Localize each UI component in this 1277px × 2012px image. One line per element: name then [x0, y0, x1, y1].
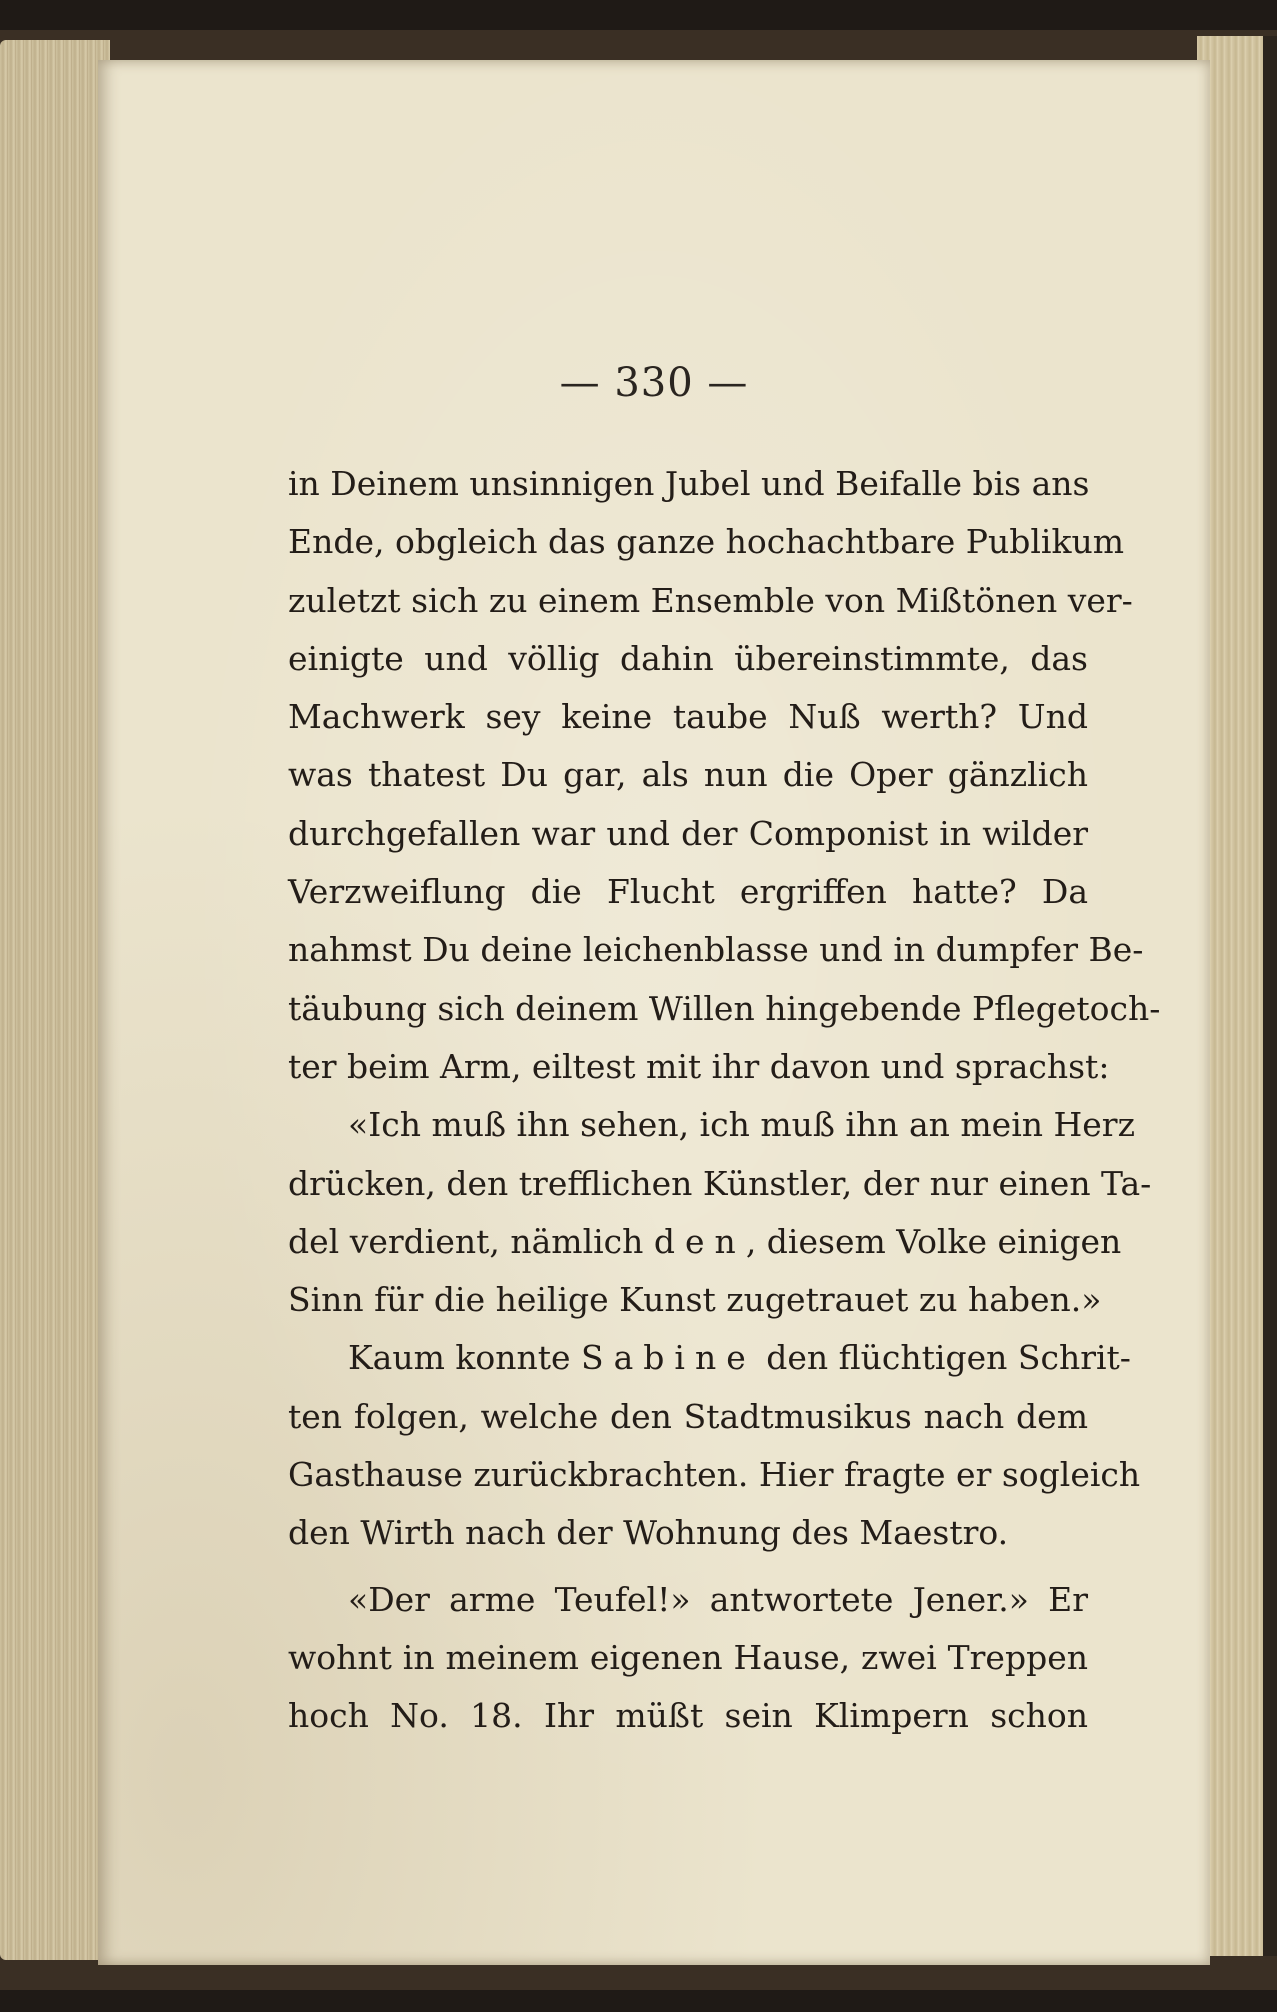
text-segment: den flüchtigen Schrit- — [755, 1338, 1131, 1378]
text-line: durchgefallen war und der Componist in wilder — [288, 813, 1088, 853]
text-line: Gasthause zurückbrachten. Hier fragte er sogleich — [288, 1455, 1141, 1495]
text-line: den Wirth nach der Wohnung des Maestro. — [288, 1513, 1009, 1553]
text-line: nahmst Du deine leichenblasse und in dumpfer Be- — [288, 930, 1144, 970]
text-line — [288, 1329, 1131, 1387]
text-block — [288, 455, 1161, 1746]
text-line: täubung sich deinem Willen hingebende Pflegetoch- — [288, 988, 1161, 1028]
text-line: ter beim Arm, eiltest mit ihr davon und sprachst: — [288, 1046, 1110, 1086]
text-line — [288, 1213, 1122, 1271]
text-line: Ende, obgleich das ganze hochachtbare Publikum — [288, 522, 1124, 562]
book-cover-edge — [1263, 36, 1277, 1956]
text-line: einigte und völlig dahin übereinstimmte, das — [288, 638, 1088, 678]
text-line: was thatest Du gar, als nun die Oper gänzlich — [288, 755, 1088, 795]
text-segment: del verdient, nämlich — [288, 1221, 654, 1261]
text-line: drücken, den trefflichen Künstler, der nur einen Ta- — [288, 1163, 1152, 1203]
text-line: «Ich muß ihn sehen, ich muß ihn an mein Herz — [348, 1105, 1135, 1145]
text-line: «Der arme Teufel!» antwortete Jener.» Er — [348, 1579, 1088, 1619]
text-line: zuletzt sich zu einem Ensemble von Mißtönen ver- — [288, 580, 1133, 620]
spaced-emphasis: den — [653, 1221, 746, 1261]
page-number: — 330 — — [559, 360, 749, 406]
page-edges-left — [0, 40, 110, 1960]
text-segment: Kaum konnte — [348, 1338, 582, 1378]
text-line: hoch No. 18. Ihr müßt sein Klimpern schon — [288, 1696, 1088, 1736]
paragraph-gap — [288, 1563, 1088, 1571]
text-line: in Deinem unsinnigen Jubel und Beifalle bis ans — [288, 464, 1090, 503]
text-line: Verzweiflung die Flucht ergriffen hatte? Da — [288, 872, 1088, 912]
text-line: wohnt in meinem eigenen Hause, zwei Treppen — [288, 1637, 1088, 1677]
text-line: Machwerk sey keine taube Nuß werth? Und — [288, 697, 1088, 737]
spaced-emphasis: Sabine — [581, 1338, 756, 1378]
text-line: ten folgen, welche den Stadtmusikus nach dem — [288, 1396, 1088, 1436]
book-page — [98, 60, 1210, 1965]
text-segment: , diesem Volke einigen — [745, 1221, 1122, 1261]
text-line: Sinn für die heilige Kunst zugetrauet zu haben.» — [288, 1280, 1102, 1320]
